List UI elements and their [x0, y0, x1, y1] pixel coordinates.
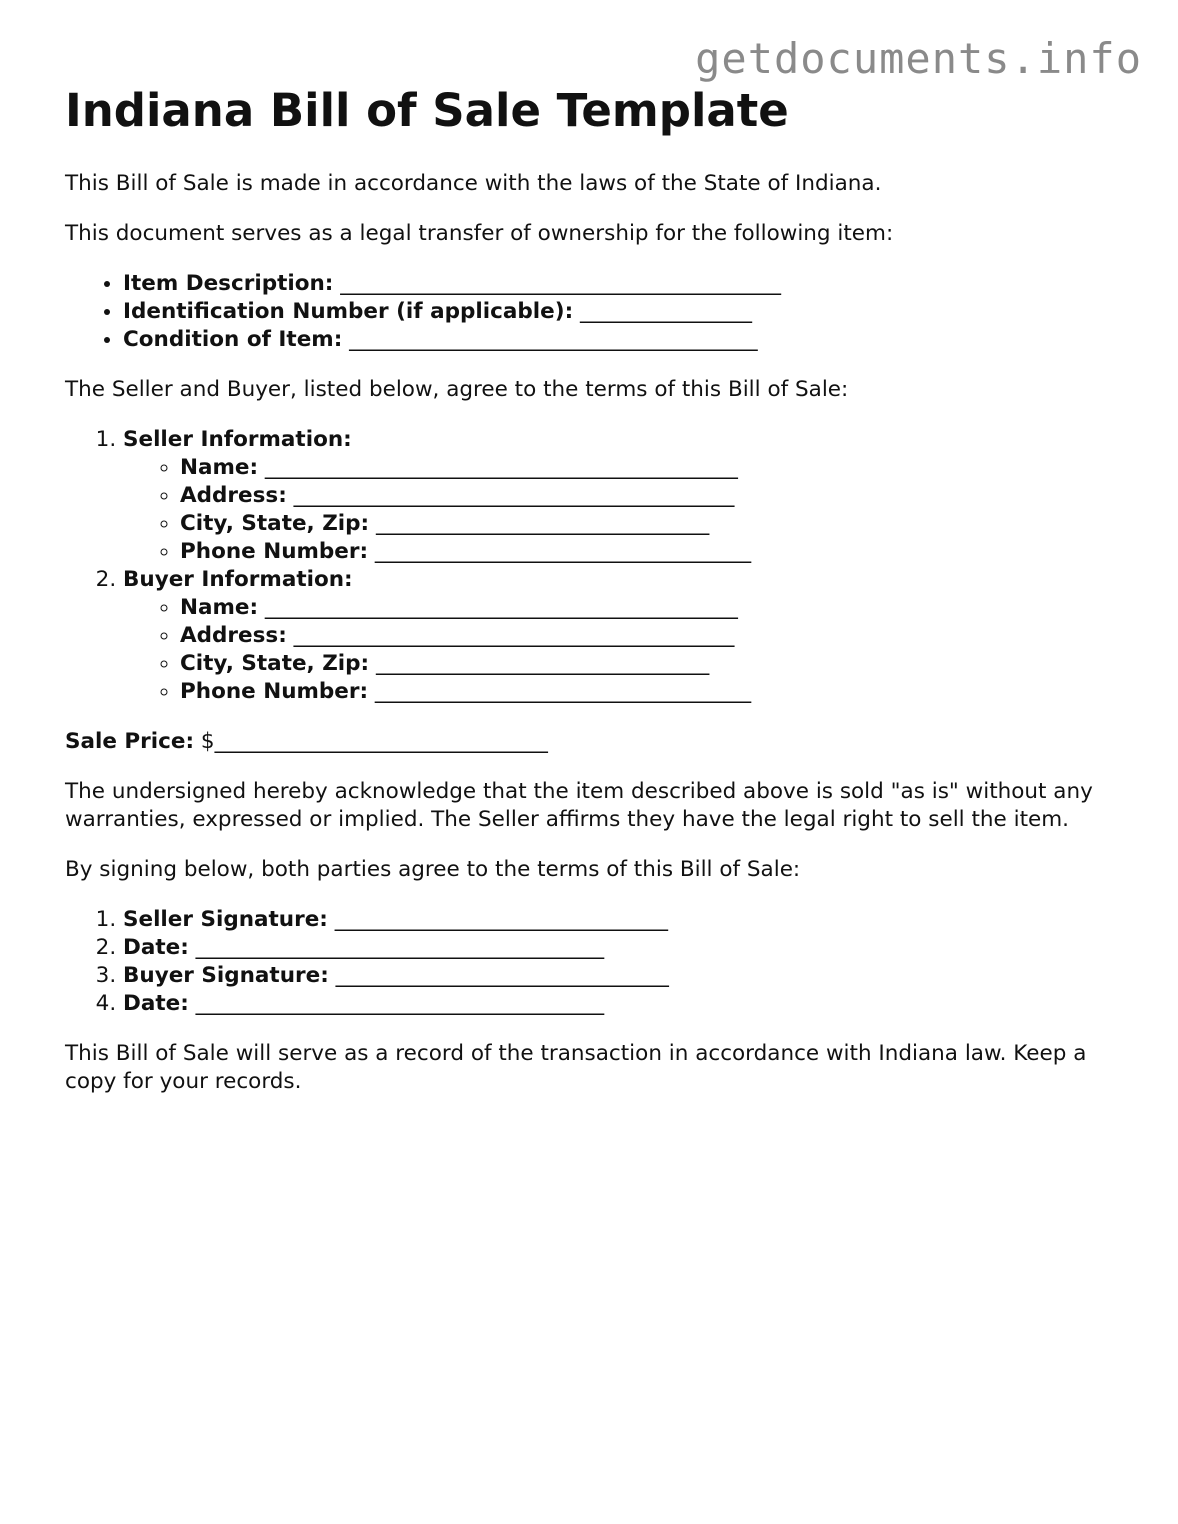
blank-line: $_______________________________ — [194, 729, 548, 754]
document-title: Indiana Bill of Sale Template — [65, 84, 789, 137]
as-is-paragraph: The undersigned hereby acknowledge that the item described above is sold "as is" without any warranties, expressed or implied. The Seller affirms they have the legal right to sell the item. — [65, 779, 1093, 832]
party-information-list — [65, 426, 1125, 706]
field-label: City, State, Zip: — [180, 651, 370, 676]
signing-paragraph: By signing below, both parties agree to the terms of this Bill of Sale: — [65, 857, 801, 882]
field-label: Item Description: — [123, 271, 334, 296]
buyer-name-field — [180, 594, 1125, 622]
field-label: Seller Signature: — [123, 907, 328, 932]
field-label: Phone Number: — [180, 539, 369, 564]
buyer-date-field — [123, 990, 1125, 1018]
seller-signature-field — [123, 906, 1125, 934]
buyer-address-field — [180, 622, 1125, 650]
closing-paragraph: This Bill of Sale will serve as a record of the transaction in accordance with Indiana law. Keep a copy for your records. — [65, 1041, 1087, 1094]
transfer-paragraph: This document serves as a legal transfer of ownership for the following item: — [65, 221, 894, 246]
blank-line: ______________________________________ — [342, 327, 758, 352]
buyer-phone-field — [180, 678, 1125, 706]
field-label: Buyer Signature: — [123, 963, 329, 988]
seller-address-field — [180, 482, 1125, 510]
blank-line: ____________________________________________ — [258, 595, 738, 620]
blank-line: _________________________________________ — [286, 483, 735, 508]
field-label: Identification Number (if applicable): — [123, 299, 574, 324]
blank-line: _________________________________________ — [333, 271, 781, 296]
buyer-information — [123, 566, 1125, 706]
buyer-signature-field — [123, 962, 1125, 990]
parties-paragraph: The Seller and Buyer, listed below, agree to the terms of this Bill of Sale: — [65, 377, 849, 402]
sale-price-label: Sale Price: — [65, 729, 195, 754]
intro-paragraph: This Bill of Sale is made in accordance with the laws of the State of Indiana. — [65, 171, 882, 196]
seller-fields-list — [123, 454, 1125, 566]
field-label: Address: — [180, 483, 287, 508]
field-label: Date: — [123, 991, 189, 1016]
seller-city-state-zip-field — [180, 510, 1125, 538]
blank-line: ________________ — [573, 299, 753, 324]
sale-price-line — [65, 728, 1125, 756]
blank-line: _______________________________ — [369, 651, 710, 676]
condition-field — [123, 326, 1125, 354]
blank-line: ____________________________________________ — [258, 455, 738, 480]
field-label: Phone Number: — [180, 679, 369, 704]
blank-line: ______________________________________ — [188, 935, 605, 960]
seller-phone-field — [180, 538, 1125, 566]
item-description-field — [123, 270, 1125, 298]
seller-information — [123, 426, 1125, 566]
field-label: Name: — [180, 595, 259, 620]
field-label: Condition of Item: — [123, 327, 343, 352]
seller-date-field — [123, 934, 1125, 962]
field-label: Name: — [180, 455, 259, 480]
field-label: City, State, Zip: — [180, 511, 370, 536]
seller-heading: Seller Information: — [123, 427, 352, 452]
blank-line: _______________________________ — [328, 963, 669, 988]
blank-line: ___________________________________ — [368, 539, 752, 564]
item-details-list — [65, 270, 1125, 354]
seller-name-field — [180, 454, 1125, 482]
blank-line: ___________________________________ — [368, 679, 752, 704]
buyer-heading: Buyer Information: — [123, 567, 353, 592]
blank-line: _______________________________ — [327, 907, 668, 932]
blank-line: ______________________________________ — [188, 991, 605, 1016]
identification-number-field — [123, 298, 1125, 326]
watermark-text: getdocuments.info — [695, 34, 1142, 83]
blank-line: _________________________________________ — [286, 623, 735, 648]
buyer-fields-list — [123, 594, 1125, 706]
signature-list — [65, 906, 1125, 1018]
blank-line: _______________________________ — [369, 511, 710, 536]
field-label: Date: — [123, 935, 189, 960]
buyer-city-state-zip-field — [180, 650, 1125, 678]
field-label: Address: — [180, 623, 287, 648]
document-body — [65, 84, 1125, 1118]
